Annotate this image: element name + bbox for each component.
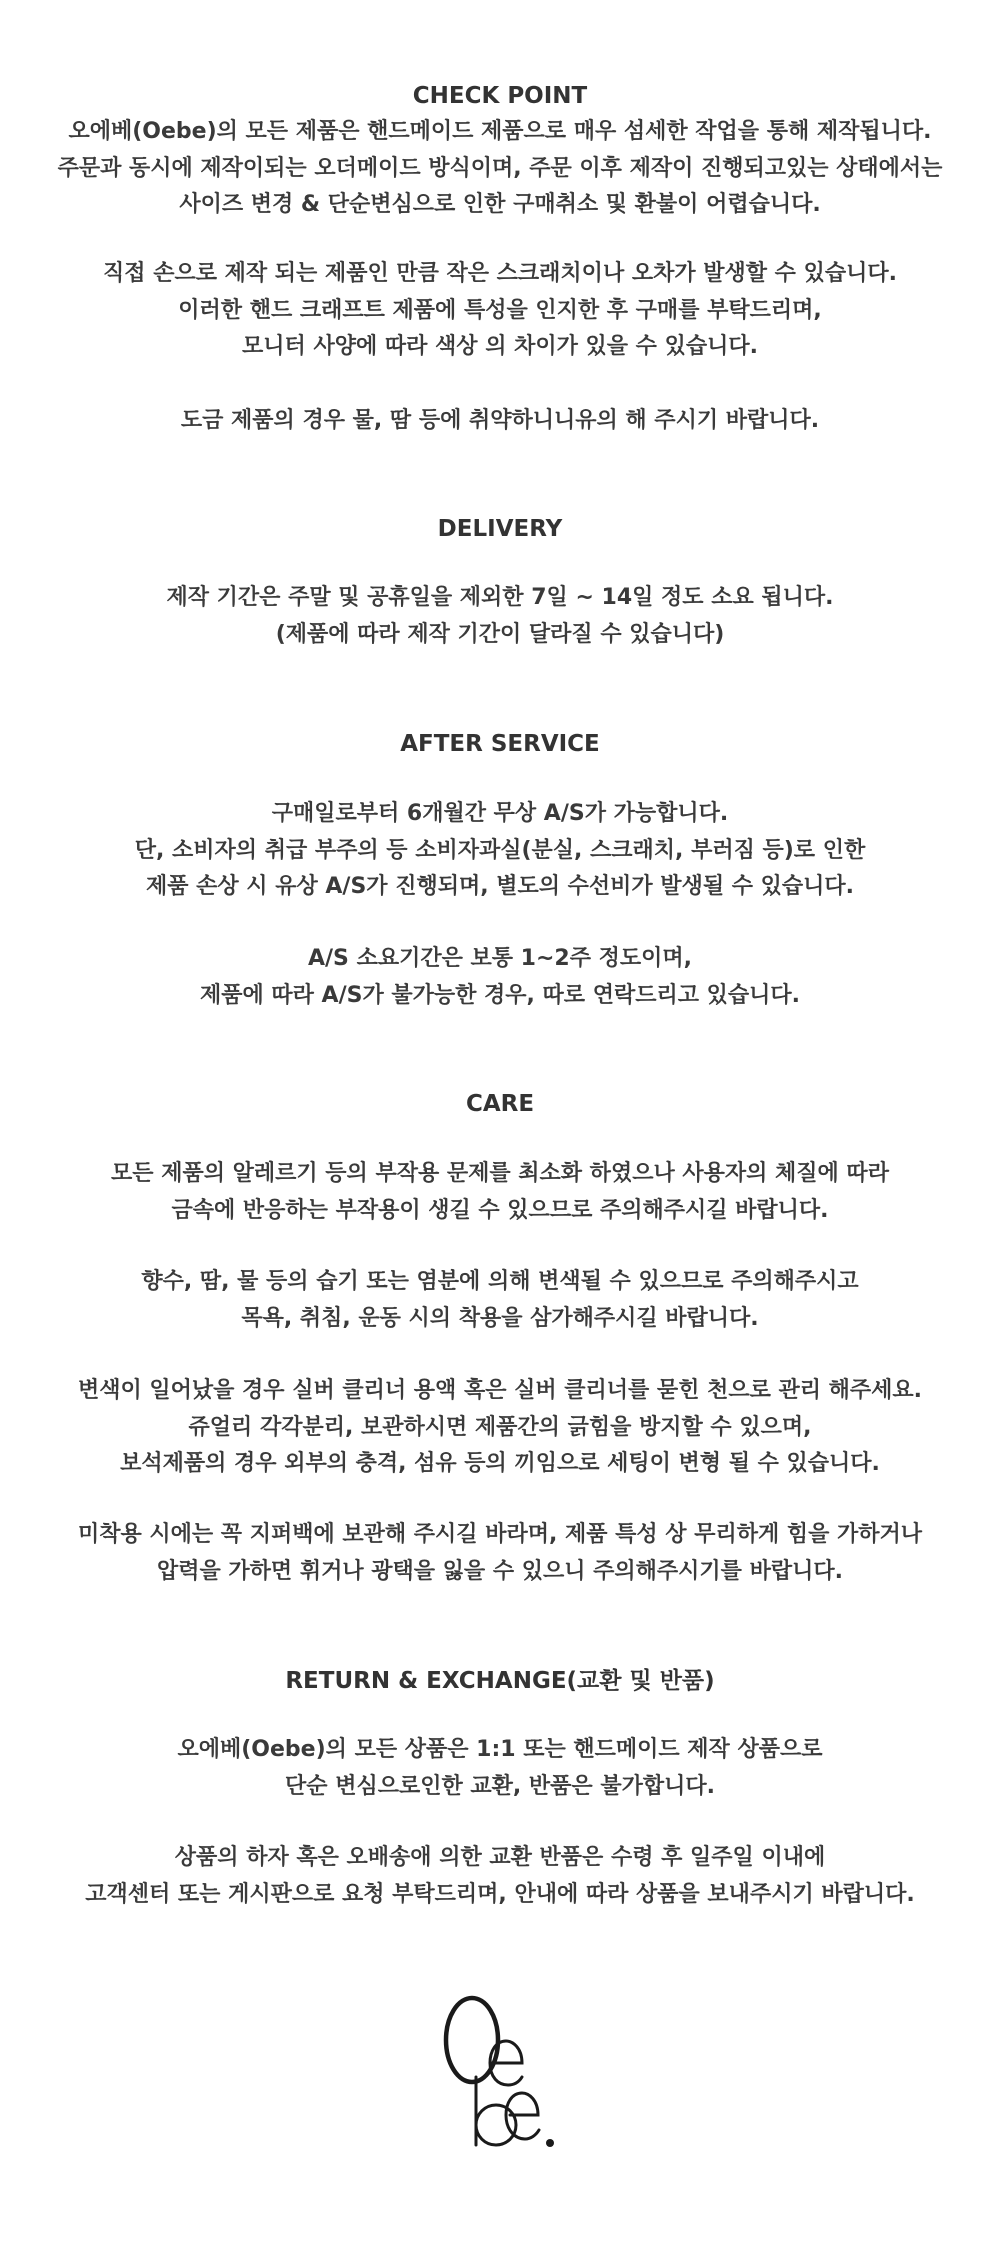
delivery-section (0, 511, 1000, 547)
text-line: (제품에 따라 제작 기간이 달라질 수 있습니다) (275, 621, 725, 647)
text-line: 변색이 일어났을 경우 실버 클리너 용액 혹은 실버 클리너를 묻힌 천으로 관리 해주세요. (77, 1378, 923, 1403)
text-line: 사이즈 변경 & 단순변심으로 인한 구매취소 및 환불이 어렵습니다. (179, 192, 821, 217)
return-exchange-section (0, 1663, 1000, 1699)
text-line: 제품 손상 시 유상 A/S가 진행되며, 별도의 수선비가 발생될 수 있습니다. (145, 874, 855, 899)
text-line: 오에베(Oebe)의 모든 제품은 핸드메이드 제품으로 매우 섬세한 작업을 통해 제작됩니다. (68, 119, 932, 144)
care-paragraph (0, 1517, 1000, 1590)
text-line: 압력을 가하면 휘거나 광택을 잃을 수 있으니 주의해주시기를 바랍니다. (157, 1558, 843, 1584)
text-line: 주문과 동시에 제작이되는 오더메이드 방식이며, 주문 이후 제작이 진행되고있는 상태에서는 (57, 155, 943, 181)
care-paragraph (0, 1373, 1000, 1483)
text-line: 제작 기간은 주말 및 공휴일을 제외한 7일 ~ 14일 정도 소요 됩니다. (166, 585, 834, 610)
text-line: 단순 변심으로인한 교환, 반품은 불가합니다. (285, 1773, 715, 1799)
check-point-paragraph (0, 403, 1000, 440)
text-line: 도금 제품의 경우 물, 땀 등에 취약하니니유의 해 주시기 바랍니다. (180, 408, 820, 433)
after-service-paragraph (0, 941, 1000, 1014)
text-line: 쥬얼리 각각분리, 보관하시면 제품간의 긁힘을 방지할 수 있으며, (188, 1414, 812, 1440)
after-service-paragraph (0, 796, 1000, 906)
text-line: 구매일로부터 6개월간 무상 A/S가 가능합니다. (271, 801, 729, 826)
text-line: 고객센터 또는 게시판으로 요청 부탁드리며, 안내에 따라 상품을 보내주시기 바랍니다. (85, 1881, 915, 1907)
care-paragraph (0, 1264, 1000, 1337)
return-exchange-heading: RETURN & EXCHANGE(교환 및 반품) (285, 1668, 715, 1694)
text-line: 목욕, 취침, 운동 시의 착용을 삼가해주시길 바랍니다. (241, 1305, 759, 1331)
check-point-paragraph (0, 256, 1000, 366)
care-heading: CARE (465, 1091, 535, 1117)
text-line: 단, 소비자의 취급 부주의 등 소비자과실(분실, 스크래치, 부러짐 등)로 인한 (134, 837, 866, 863)
text-line: 금속에 반응하는 부작용이 생길 수 있으므로 주의해주시길 바랍니다. (171, 1197, 829, 1223)
oebe-logo (430, 1985, 580, 2165)
return-exchange-paragraph (0, 1732, 1000, 1805)
text-line: 향수, 땀, 물 등의 습기 또는 염분에 의해 변색될 수 있으므로 주의해주시고 (141, 1269, 859, 1294)
check-point-heading: CHECK POINT (412, 83, 588, 109)
text-line: 모니터 사양에 따라 색상 의 차이가 있을 수 있습니다. (242, 334, 758, 359)
text-line: 미착용 시에는 꼭 지퍼백에 보관해 주시길 바라며, 제품 특성 상 무리하게 힘을 가하거나 (77, 1522, 923, 1547)
after-service-heading: AFTER SERVICE (400, 731, 600, 757)
text-line: 이러한 핸드 크래프트 제품에 특성을 인지한 후 구매를 부탁드리며, (178, 297, 822, 323)
text-line: 모든 제품의 알레르기 등의 부작용 문제를 최소화 하였으나 사용자의 체질에 따라 (111, 1161, 889, 1186)
delivery-paragraph (0, 580, 1000, 653)
text-line: 직접 손으로 제작 되는 제품인 만큼 작은 스크래치이나 오차가 발생할 수 있습니다. (103, 261, 897, 286)
return-exchange-paragraph (0, 1840, 1000, 1913)
text-line: 상품의 하자 혹은 오배송애 의한 교환 반품은 수령 후 일주일 이내에 (174, 1845, 826, 1870)
check-point-section (0, 78, 1000, 224)
care-paragraph (0, 1156, 1000, 1229)
text-line: 제품에 따라 A/S가 불가능한 경우, 따로 연락드리고 있습니다. (199, 982, 801, 1008)
text-line: 보석제품의 경우 외부의 충격, 섬유 등의 끼임으로 세팅이 변형 될 수 있습니다. (120, 1451, 880, 1476)
logo-period (546, 2139, 554, 2147)
delivery-heading: DELIVERY (437, 516, 563, 542)
care-section (0, 1086, 1000, 1122)
check-point-paragraph (0, 114, 1000, 224)
text-line: 오에베(Oebe)의 모든 상품은 1:1 또는 핸드메이드 제작 상품으로 (177, 1737, 823, 1762)
text-line: A/S 소요기간은 보통 1~2주 정도이며, (308, 946, 692, 971)
after-service-section (0, 726, 1000, 762)
